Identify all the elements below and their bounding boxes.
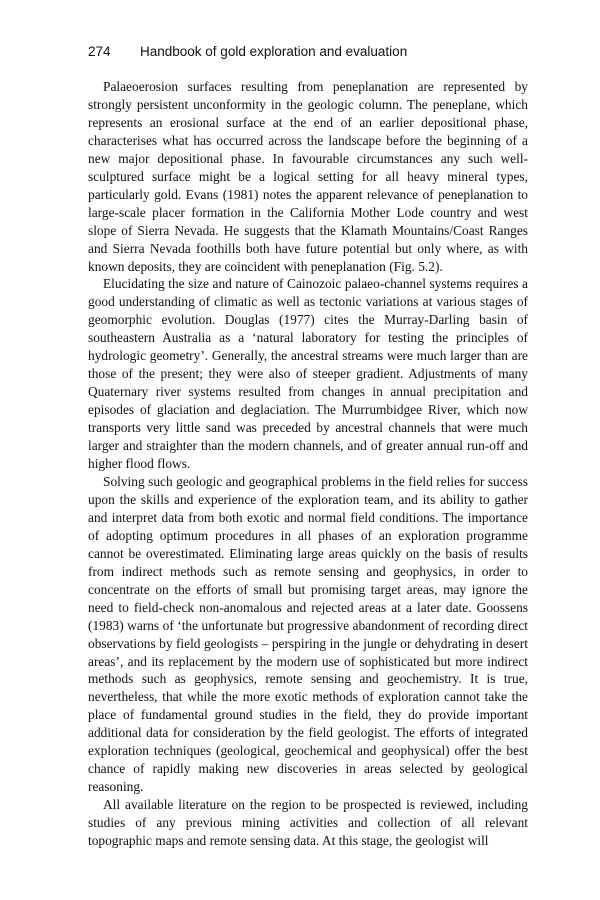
page-number: 274	[88, 44, 111, 59]
paragraph-literature-review: All available literature on the region to be prospected is reviewed, including studies of any previous mining activities and collection of all relevant topographic maps and remote sensing data. At this stage, the geologist will	[88, 797, 528, 849]
body-text	[88, 78, 528, 850]
paragraph-palaeo-channels: Elucidating the size and nature of Cainozoic palaeo-channel systems requires a good understanding of climatic as well as tectonic variations at various stages of geomorphic evolution. Douglas (1977) cites the Murray-Darling basin of southeastern Australia as a ‘natural laboratory for testing the principles of hydrologic geometry’. Generally, the ancestral streams were much larger than are those of the present; they were also of steeper gradient. Adjustments of many Quaternary river systems resulted from changes in annual precipitation and episodes of glaciation and deglaciation. The Murrumbidgee River, which now transports very little sand was preceded by ancestral channels that were much larger and straighter than the modern channels, and of greater annual run-off and higher flood flows.	[88, 276, 528, 472]
paragraph-field-problems: Solving such geologic and geographical problems in the field relies for success upon the skills and experience of the exploration team, and its ability to gather and interpret data from both exotic and normal field conditions. The importance of adopting optimum procedures in all phases of an exploration programme cannot be overestimated. Eliminating large areas quickly on the basis of results from indirect methods such as remote sensing and geophysics, in order to concentrate on the efforts of small but promising target areas, may ignore the need to field-check non-anomalous and rejected areas at a later date. Goossens (1983) warns of ‘the unfortunate but progressive abandonment of recording direct observations by field geologists – perspiring in the jungle or dehydrating in desert areas’, and its replacement by the modern use of sophisticated but more indirect methods such as geophysics, remote sensing and geochemistry. It is true, nevertheless, that while the more exotic methods of exploration cannot take the place of fundamental ground studies in the field, they do provide important additional data for consideration by the field geologist. The efforts of integrated exploration techniques (geological, geochemical and geophysical) offer the best chance of rapidly making new discoveries in areas selected by geological reasoning.	[88, 473, 528, 795]
paragraph-peneplanation: Palaeoerosion surfaces resulting from peneplanation are represented by strongly persistent unconformity in the geologic column. The peneplane, which represents an erosional surface at the end of an earlier depositional phase, characterises what has occurred across the landscape before the beginning of a new major depositional phase. In favourable circumstances any such well-sculptured surface might be a logical setting for all heavy mineral types, particularly gold. Evans (1981) notes the apparent relevance of peneplanation to large-scale placer formation in the California Mother Lode country and west slope of Sierra Nevada. He suggests that the Klamath Mountains/Coast Ranges and Sierra Nevada foothills both have future potential but only where, as with known deposits, they are coincident with peneplanation (Fig. 5.2).	[88, 79, 528, 274]
running-head	[88, 42, 528, 62]
book-title: Handbook of gold exploration and evaluation	[140, 44, 408, 59]
